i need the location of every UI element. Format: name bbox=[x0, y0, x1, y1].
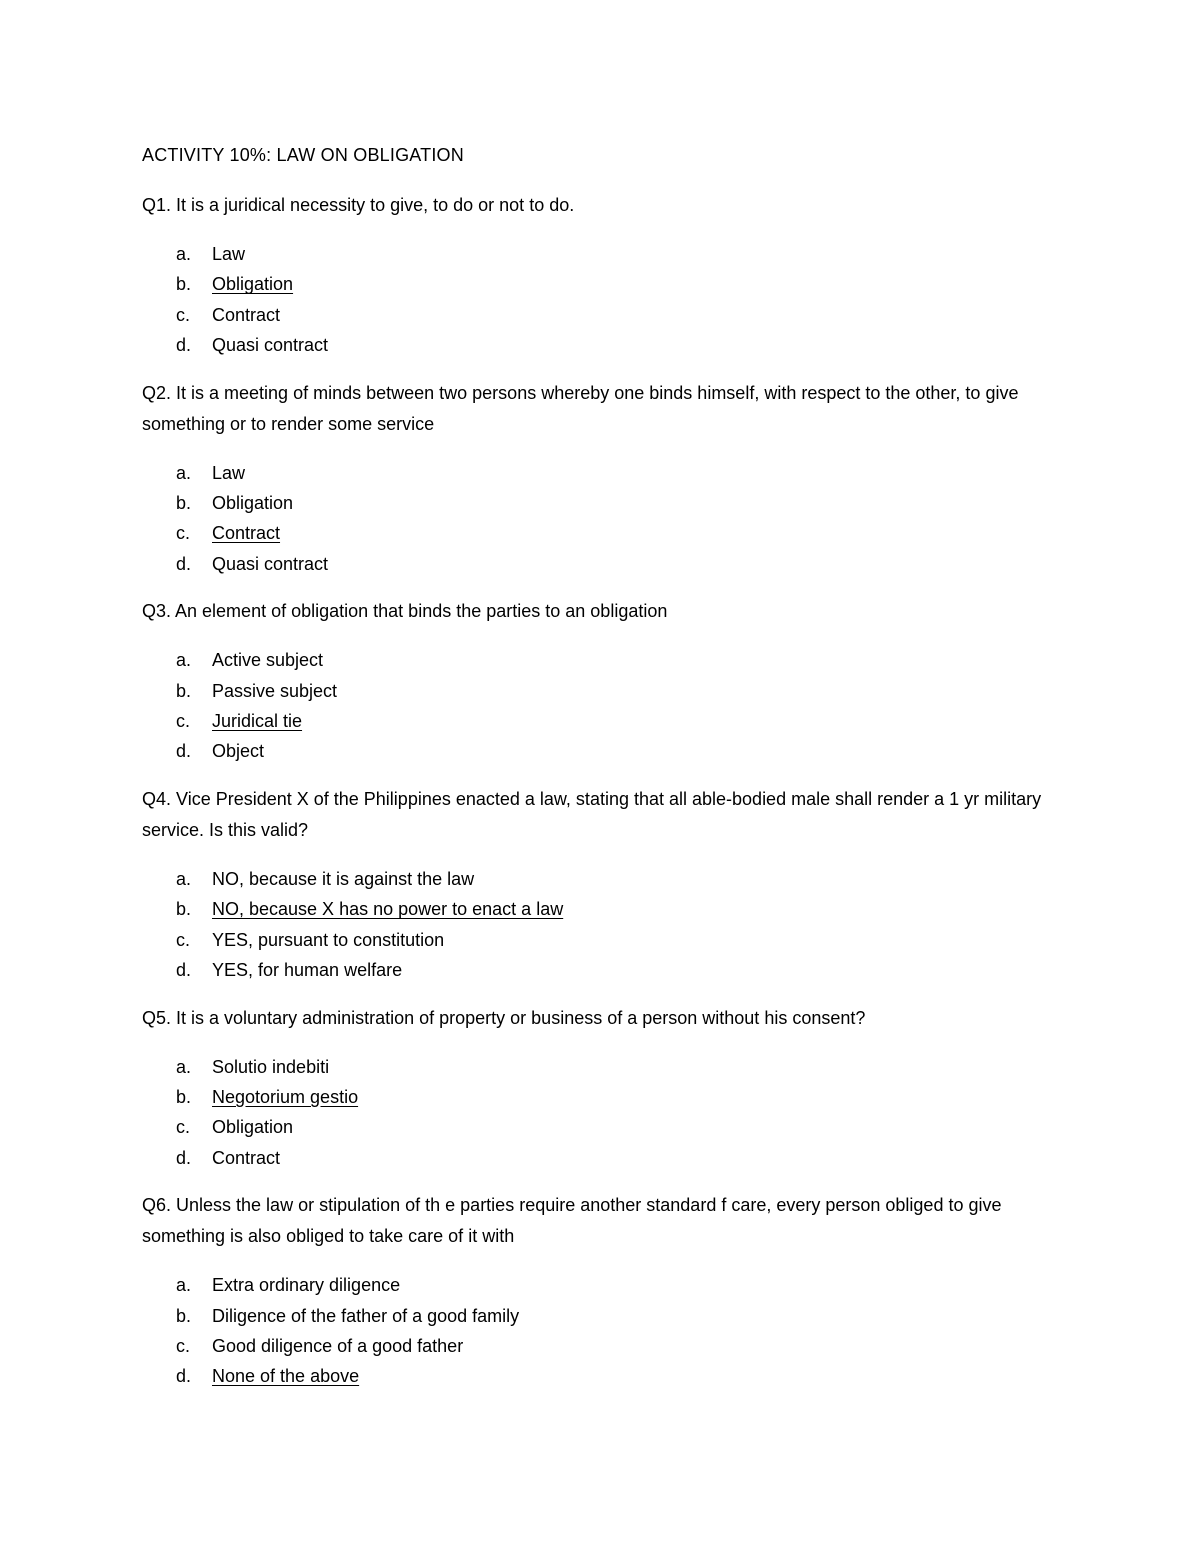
option-letter: c. bbox=[176, 1117, 191, 1138]
option-letter: d. bbox=[176, 741, 192, 762]
list-item bbox=[142, 706, 1072, 736]
question-1 bbox=[142, 190, 1072, 361]
option-text: Quasi contract bbox=[212, 553, 329, 574]
question-prompt: It is a voluntary administration of property or business of a person without his consent? bbox=[171, 1007, 866, 1028]
option-letter: d. bbox=[176, 960, 192, 981]
option-text: Good diligence of a good father bbox=[212, 1335, 464, 1356]
option-letter: a. bbox=[176, 650, 192, 671]
document-title: ACTIVITY 10%: LAW ON OBLIGATION bbox=[142, 145, 464, 165]
question-5 bbox=[142, 1003, 1072, 1174]
option-answer: Juridical tie bbox=[212, 711, 303, 732]
question-4 bbox=[142, 784, 1072, 986]
list-item bbox=[142, 239, 1072, 269]
option-answer: NO, because X has no power to enact a law bbox=[212, 899, 564, 920]
question-prompt: Unless the law or stipulation of th e parties require another standard f care, every person obliged to give something is also obliged to take care of it with bbox=[142, 1195, 1002, 1247]
list-item bbox=[142, 1112, 1072, 1142]
option-answer: Negotorium gestio bbox=[212, 1086, 359, 1107]
question-text bbox=[142, 1003, 1072, 1034]
option-text: Active subject bbox=[212, 650, 324, 671]
option-letter: b. bbox=[176, 1305, 192, 1326]
list-item bbox=[142, 518, 1072, 548]
option-text: Obligation bbox=[212, 493, 294, 514]
list-item bbox=[142, 925, 1072, 955]
option-letter: a. bbox=[176, 1275, 192, 1296]
option-letter: a. bbox=[176, 462, 192, 483]
option-letter: d. bbox=[176, 335, 192, 356]
option-letter: b. bbox=[176, 899, 192, 920]
option-letter: b. bbox=[176, 274, 192, 295]
list-item bbox=[142, 1052, 1072, 1082]
question-number: Q1. bbox=[142, 195, 172, 215]
document-body bbox=[142, 140, 1072, 1409]
list-item bbox=[142, 1361, 1072, 1391]
list-item bbox=[142, 269, 1072, 299]
list-item bbox=[142, 549, 1072, 579]
option-letter: d. bbox=[176, 1147, 192, 1168]
option-letter: a. bbox=[176, 244, 192, 264]
question-number: Q5. bbox=[142, 1007, 172, 1028]
option-letter: b. bbox=[176, 493, 192, 514]
question-3 bbox=[142, 596, 1072, 767]
option-list bbox=[142, 1270, 1072, 1392]
question-prompt: It is a juridical necessity to give, to do or not to do. bbox=[171, 195, 575, 215]
question-number: Q2. bbox=[142, 382, 172, 403]
list-item bbox=[142, 894, 1072, 924]
list-item bbox=[142, 488, 1072, 518]
list-item bbox=[142, 458, 1072, 488]
question-prompt: It is a meeting of minds between two persons whereby one binds himself, with respect to the other, to give something or to render some service bbox=[142, 382, 1019, 434]
option-text: Quasi contract bbox=[212, 335, 329, 356]
question-text bbox=[142, 784, 1072, 846]
option-letter: c. bbox=[176, 929, 191, 950]
option-letter: d. bbox=[176, 1366, 192, 1387]
question-list bbox=[142, 190, 1072, 1392]
option-text: Contract bbox=[212, 1147, 281, 1168]
option-text: Contract bbox=[212, 304, 281, 325]
list-item bbox=[142, 1301, 1072, 1331]
option-list bbox=[142, 1052, 1072, 1174]
list-item bbox=[142, 1331, 1072, 1361]
option-text: Obligation bbox=[212, 1117, 294, 1138]
option-letter: c. bbox=[176, 1335, 191, 1356]
option-list bbox=[142, 864, 1072, 986]
list-item bbox=[142, 864, 1072, 894]
option-text: YES, for human welfare bbox=[212, 960, 403, 981]
option-letter: b. bbox=[176, 1086, 192, 1107]
list-item bbox=[142, 736, 1072, 766]
question-2 bbox=[142, 378, 1072, 580]
option-letter: c. bbox=[176, 304, 191, 325]
option-text: Extra ordinary diligence bbox=[212, 1275, 401, 1296]
option-list bbox=[142, 645, 1072, 767]
question-prompt: An element of obligation that binds the parties to an obligation bbox=[171, 601, 668, 622]
question-number: Q4. bbox=[142, 788, 172, 809]
option-letter: a. bbox=[176, 1056, 192, 1077]
option-letter: b. bbox=[176, 680, 192, 701]
option-text: Passive subject bbox=[212, 680, 338, 701]
option-answer: Contract bbox=[212, 523, 281, 544]
question-6 bbox=[142, 1190, 1072, 1392]
list-item bbox=[142, 1082, 1072, 1112]
question-text bbox=[142, 1190, 1072, 1252]
option-list bbox=[142, 239, 1072, 361]
question-text bbox=[142, 596, 1072, 627]
question-text bbox=[142, 378, 1072, 440]
list-item bbox=[142, 955, 1072, 985]
option-answer: None of the above bbox=[212, 1366, 360, 1387]
option-answer: Obligation bbox=[212, 274, 294, 295]
option-text: Law bbox=[212, 462, 246, 483]
list-item bbox=[142, 1270, 1072, 1300]
option-letter: d. bbox=[176, 553, 192, 574]
question-prompt: Vice President X of the Philippines enacted a law, stating that all able-bodied male shall render a 1 yr military service. Is this valid? bbox=[142, 788, 1042, 840]
option-text: Law bbox=[212, 244, 246, 264]
option-text: Object bbox=[212, 741, 265, 762]
list-item bbox=[142, 645, 1072, 675]
option-list bbox=[142, 458, 1072, 580]
option-letter: c. bbox=[176, 523, 191, 544]
option-letter: c. bbox=[176, 711, 191, 732]
list-item bbox=[142, 330, 1072, 360]
list-item bbox=[142, 676, 1072, 706]
list-item bbox=[142, 300, 1072, 330]
option-text: Diligence of the father of a good family bbox=[212, 1305, 520, 1326]
option-text: NO, because it is against the law bbox=[212, 868, 475, 889]
question-number: Q3. bbox=[142, 601, 172, 622]
question-text bbox=[142, 190, 1072, 221]
option-letter: a. bbox=[176, 868, 192, 889]
question-number: Q6. bbox=[142, 1195, 172, 1216]
list-item bbox=[142, 1143, 1072, 1173]
option-text: YES, pursuant to constitution bbox=[212, 929, 445, 950]
option-text: Solutio indebiti bbox=[212, 1056, 330, 1077]
